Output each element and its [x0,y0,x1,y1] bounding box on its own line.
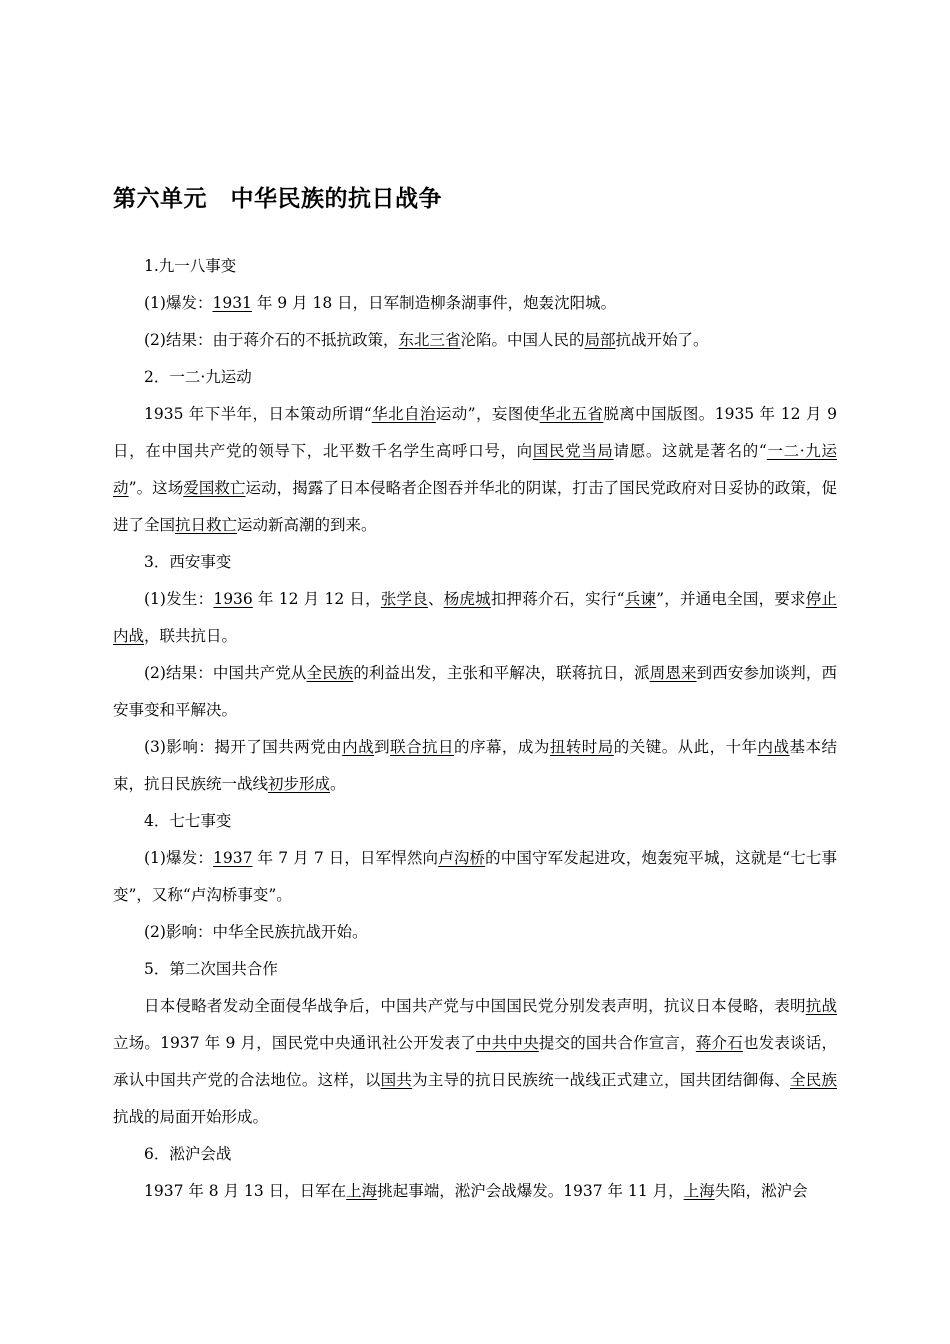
text-run: 提交的国共合作宣言， [538,1034,696,1052]
text-run: 运动新高潮的到来。 [237,516,377,534]
underlined-key-term: 1936 [213,590,253,608]
text-run: ，联共抗日。 [144,627,238,645]
underlined-key-term: 停止内战 [113,590,837,645]
text-run: 的中国守军发起进攻，炮轰宛平城，这就是“七七事变”，又称“卢沟桥事变”。 [113,849,837,904]
paragraph [113,581,837,655]
paragraph [113,285,837,322]
text-run: 的利益出发，主张和平解决，联蒋抗日，派 [353,664,650,682]
underlined-key-term: 周恩来 [649,664,697,682]
paragraph [113,396,837,544]
text-run: (1)爆发： [144,849,213,867]
underlined-key-term: 爱国救亡 [183,479,246,497]
text-run: 挑起事端，淞沪会战爆发。1937 年 11 月， [377,1182,684,1200]
underlined-key-term: 国共 [380,1071,413,1089]
section-heading: 3．西安事变 [144,553,232,571]
underlined-key-term: 上海 [346,1182,378,1200]
paragraph [113,988,837,1136]
underlined-key-term: 全民族 [306,664,354,682]
paragraph [113,729,837,803]
document-body [113,248,837,1210]
underlined-key-term: 1931 [212,294,252,312]
underlined-key-term: 联合抗日 [390,738,454,756]
underlined-key-term: 蒋介石 [695,1034,743,1052]
text-run: 到西安参加谈判，西安事变和平解决。 [113,664,837,719]
text-run: 抗战的局面开始形成。 [113,1108,269,1126]
underlined-key-term: 杨虎城 [443,590,491,608]
text-run: 脱离中国版图。1935 年 12 月 9 日，在中国共产党的领导下，北平数千名学生高呼口号，向 [113,405,837,460]
text-run: 年 7 月 7 日，日军悍然向 [252,849,439,867]
text-run: 日本侵略者发动全面侵华战争后，中国共产党与中国国民党分别发表声明，抗议日本侵略，表明 [144,997,806,1015]
text-run: 基本结束，抗日民族统一战线 [113,738,837,793]
underlined-key-term: 张学良 [380,590,428,608]
text-run: 立场。1937 年 9 月，国民党中央通讯社公开发表了 [113,1034,477,1052]
underlined-key-term: 卢沟桥 [438,849,486,867]
underlined-key-term: 内战 [757,738,790,756]
underlined-key-term: 抗日救亡 [175,516,238,534]
text-run: (3)影响：揭开了国共两党由 [144,738,343,756]
section-heading: 5．第二次国共合作 [144,960,278,978]
text-run: 的关键。从此，十年 [613,738,758,756]
text-run: 年 9 月 18 日，日军制造柳条湖事件，炮轰沈阳城。 [251,294,617,312]
underlined-key-term: 全民族 [789,1071,837,1089]
underlined-key-term: 内战 [342,738,375,756]
underlined-key-term: 1937 [213,849,253,867]
paragraph [113,1173,837,1210]
text-run: (1)爆发： [144,294,213,312]
paragraph [113,840,837,914]
text-run: 扣押蒋介石，实行“ [490,590,625,608]
text-run: 。 [330,775,346,793]
text-run: 抗战开始了。 [615,331,709,349]
text-run: 的序幕，成为 [454,738,550,756]
text-run: (2)结果：由于蒋介石的不抵抗政策， [144,331,399,349]
underlined-key-term: 中共中央 [476,1034,539,1052]
underlined-key-term: 华北五省 [539,405,604,423]
text-run: 请愿。这就是著名的“ [613,442,767,460]
text-run: 运动，揭露了日本侵略者企图吞并华北的阴谋，打击了国民党政府对日妥协的政策，促进了全国 [113,479,837,534]
underlined-key-term: 初步形成 [268,775,331,793]
text-run: (1)发生： [144,590,214,608]
paragraph [113,914,837,951]
underlined-key-term: 抗战 [805,997,837,1015]
underlined-key-term: 扭转时局 [549,738,614,756]
text-run: 、 [427,590,444,608]
text-run: 沦陷。中国人民的 [460,331,585,349]
text-run: 为主导的抗日民族统一战线正式建立，国共团结御侮、 [412,1071,790,1089]
section-heading: 6．淞沪会战 [144,1145,232,1163]
underlined-key-term: 华北自治 [371,405,436,423]
text-run: 年 12 月 12 日， [252,590,381,608]
paragraph [113,655,837,729]
text-run: (2)结果：中国共产党从 [144,664,307,682]
text-run: 到 [374,738,391,756]
text-run: 失陷，淞沪会 [714,1182,808,1200]
text-run: 也发表谈话，承认中国共产党的合法地位。这样，以 [113,1034,837,1089]
underlined-key-term: 一二·九运动 [113,442,837,497]
underlined-key-term: 局部 [584,331,616,349]
text-run: ”，并通电全国，要求 [656,590,806,608]
paragraph [113,322,837,359]
text-run: 1937 年 8 月 13 日，日军在 [144,1182,347,1200]
unit-title: 第六单元 中华民族的抗日战争 [113,186,442,212]
section-heading: 1.九一八事变 [144,257,237,275]
underlined-key-term: 兵谏 [624,590,657,608]
text-run: (2)影响：中华全民族抗战开始。 [144,923,368,941]
underlined-key-term: 上海 [683,1182,715,1200]
section-heading: 2．一二·九运动 [144,368,252,386]
text-run: ”。这场 [128,479,184,497]
underlined-key-term: 东北三省 [398,331,461,349]
text-run: 1935 年下半年，日本策动所谓“ [144,405,372,423]
section-heading: 4．七七事变 [144,812,232,830]
text-run: 运动”，妄图使 [435,405,540,423]
underlined-key-term: 国民党当局 [532,442,614,460]
